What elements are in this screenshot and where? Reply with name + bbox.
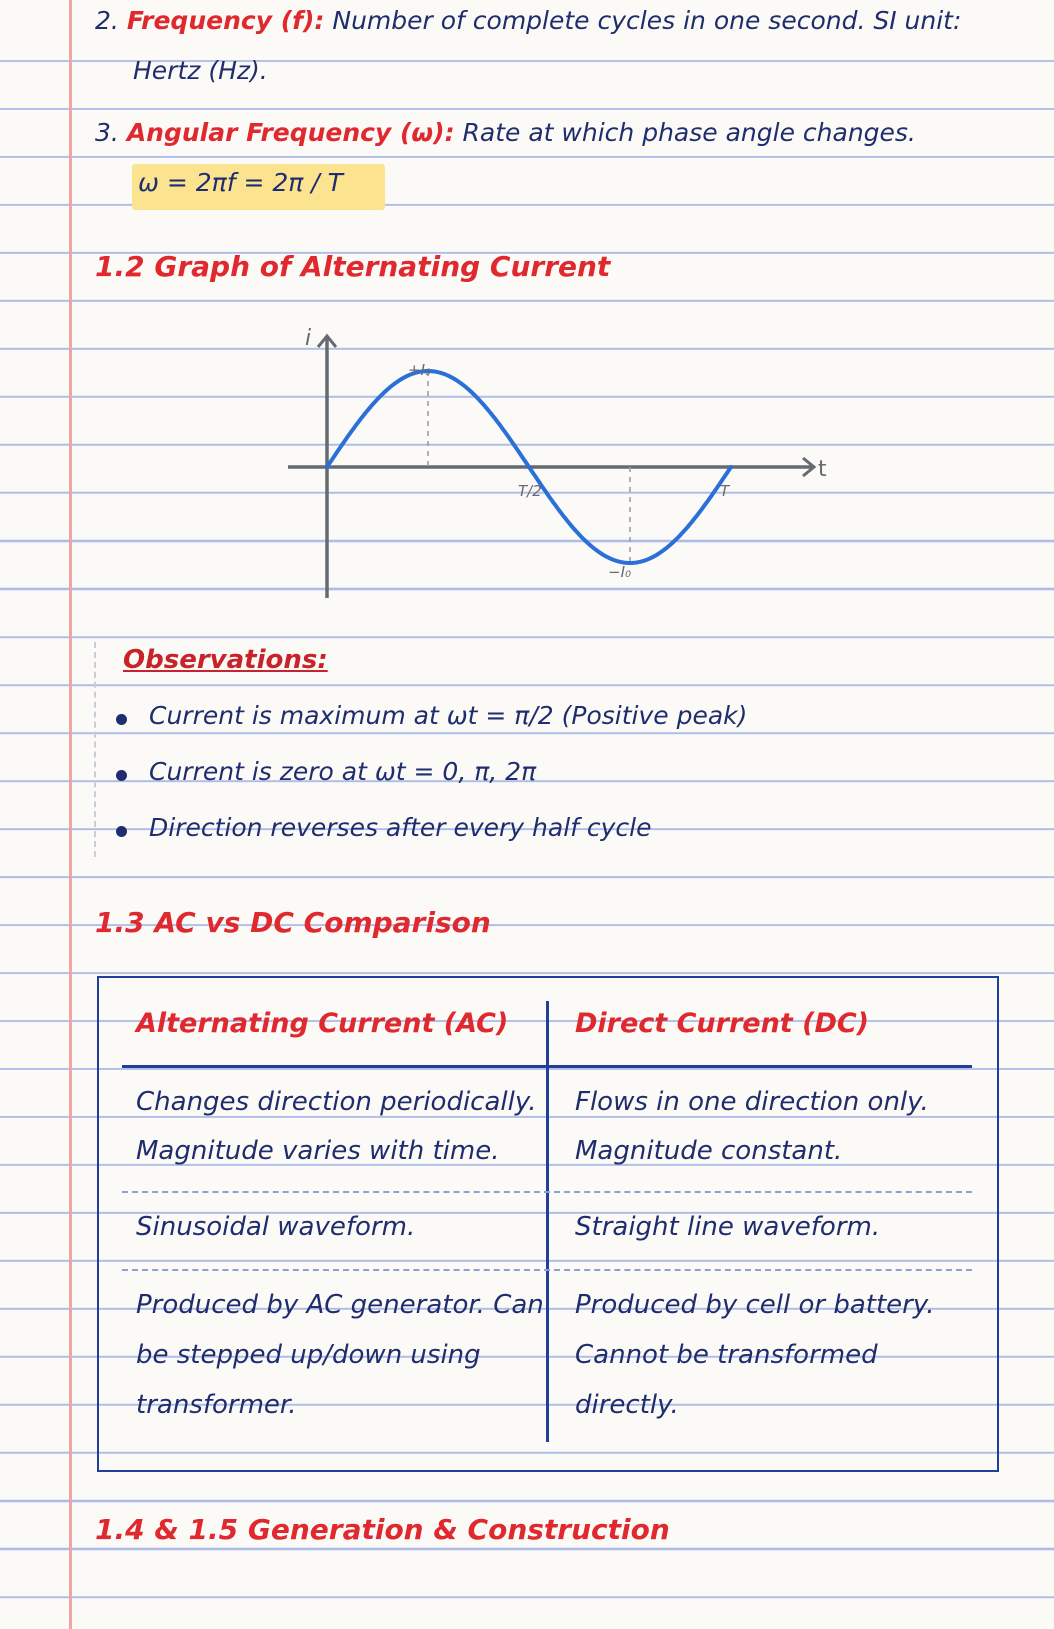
table-header-rule [122, 1065, 972, 1068]
observations-side-rule [94, 642, 96, 857]
table-cell-ac: be stepped up/down using [136, 1340, 481, 1370]
table-cell-dc: Cannot be transformed [575, 1340, 878, 1370]
definition-term: Frequency (f): [126, 6, 325, 35]
bullet-icon [116, 770, 127, 781]
definition-number: 3. [95, 118, 119, 147]
x-axis-label: t [818, 457, 827, 482]
section-heading-generation: 1.4 & 1.5 Generation & Construction [95, 1513, 670, 1546]
table-cell-ac: Sinusoidal waveform. [136, 1212, 416, 1242]
table-cell-ac: Magnitude varies with time. [136, 1136, 500, 1166]
half-period-label: T/2 [518, 482, 542, 500]
definition-text: Rate at which phase angle changes. [462, 118, 916, 147]
definition-text: Number of complete cycles in one second. SI unit: [332, 6, 962, 35]
observation-item: Direction reverses after every half cycle [149, 813, 652, 842]
table-cell-ac: transformer. [136, 1390, 297, 1420]
table-cell-dc: Magnitude constant. [575, 1136, 843, 1166]
table-cell-dc: directly. [575, 1390, 679, 1420]
table-row-divider [122, 1269, 972, 1271]
table-header-ac: Alternating Current (AC) [136, 1008, 509, 1039]
table-header-dc: Direct Current (DC) [575, 1008, 870, 1039]
observation-item: Current is zero at ωt = 0, π, 2π [149, 757, 537, 786]
y-axis-label: i [305, 326, 312, 351]
table-row-divider [122, 1191, 972, 1193]
table-cell-ac: Changes direction periodically. [136, 1087, 537, 1117]
period-label: T [720, 482, 730, 500]
table-cell-dc: Produced by cell or battery. [575, 1290, 935, 1320]
observations-title: Observations: [123, 645, 328, 675]
angular-frequency-formula: ω = 2πf = 2π / T [138, 168, 343, 197]
section-heading-graph: 1.2 Graph of Alternating Current [95, 250, 611, 283]
definition-number: 2. [95, 6, 119, 35]
table-cell-ac: Produced by AC generator. Can [136, 1290, 544, 1320]
table-cell-dc: Flows in one direction only. [575, 1087, 929, 1117]
section-heading-comparison: 1.3 AC vs DC Comparison [95, 906, 491, 939]
graph-axes [288, 336, 814, 598]
bullet-icon [116, 714, 127, 725]
trough-label: −I₀ [608, 563, 632, 581]
peak-label: +I₀ [408, 361, 432, 379]
observation-item: Current is maximum at ωt = π/2 (Positive peak) [149, 701, 748, 730]
table-cell-dc: Straight line waveform. [575, 1212, 881, 1242]
definition-text-continued: Hertz (Hz). [133, 56, 268, 85]
definition-term: Angular Frequency (ω): [126, 118, 455, 147]
bullet-icon [116, 826, 127, 837]
